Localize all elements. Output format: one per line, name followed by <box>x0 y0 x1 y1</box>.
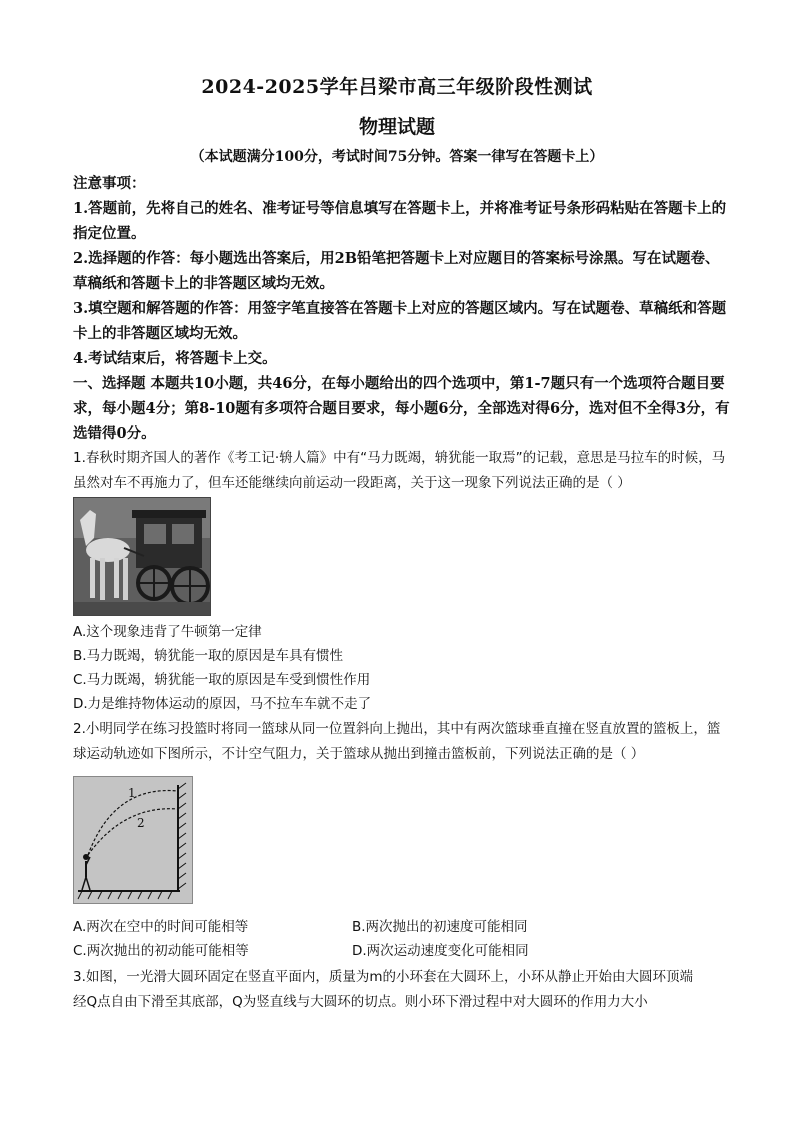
q1-option-d: D.力是维持物体运动的原因，马不拉车车就不走了 <box>73 696 372 712</box>
q2-option-b: B.两次抛出的初速度可能相同 <box>352 919 528 935</box>
notice-item-3: 3.填空题和解答题的作答：用签字笔直接答在答题卡上对应的答题区域内。写在试题卷、草稿纸和答题卡上的非答题区域均无效。 <box>73 300 727 342</box>
q1-option-c: C.马力既竭，辀犹能一取的原因是车受到惯性作用 <box>73 672 371 688</box>
q2-option-d: D.两次运动速度变化可能相同 <box>352 943 529 959</box>
exam-title: 2024-2025学年吕梁市高三年级阶段性测试 <box>201 76 593 98</box>
q1-option-a: A.这个现象违背了牛顿第一定律 <box>73 624 262 640</box>
question-2-stem: 2.小明同学在练习投篮时将同一篮球从同一位置斜向上抛出，其中有两次篮球垂直撞在竖直放置的篮板上，篮球运动轨迹如下图所示，不计空气阻力，关于篮球从抛出到撞击篮板前，下列说法正确的是（ ） <box>73 721 721 762</box>
subject-title: 物理试题 <box>358 116 435 138</box>
question-3-stem-line-2: 经Q点自由下滑至其底部，Q为竖直线与大圆环的切点。则小环下滑过程中对大圆环的作用力大小 <box>73 994 648 1010</box>
trajectory-label-2: 2 <box>137 816 145 830</box>
question-3-stem-line-1: 3.如图，一光滑大圆环固定在竖直平面内，质量为m的小环套在大圆环上，小环从静止开始由大圆环顶端 <box>73 969 694 985</box>
basketball-trajectory-figure <box>73 776 193 904</box>
q2-option-c: C.两次抛出的初动能可能相等 <box>73 943 249 959</box>
notice-item-4: 4.考试结束后，将答题卡上交。 <box>73 350 277 367</box>
trajectory-label-1: 1 <box>128 786 136 800</box>
notice-item-2: 2.选择题的作答：每小题选出答案后，用2B铅笔把答题卡上对应题目的答案标号涂黑。写在试题卷、草稿纸和答题卡上的非答题区域均无效。 <box>73 250 720 292</box>
horse-carriage-photo <box>73 497 211 616</box>
question-1-stem: 1.春秋时期齐国人的著作《考工记·辀人篇》中有“马力既竭，辀犹能一取焉”的记载，意思是马拉车的时候，马虽然对车不再施力了，但车还能继续向前运动一段距离，关于这一现象下列说法正确的是（ ） <box>73 450 726 491</box>
exam-note: （本试题满分100分，考试时间75分钟。答案一律写在答题卡上） <box>190 149 604 165</box>
notice-heading: 注意事项： <box>73 175 146 192</box>
notice-item-1: 1.答题前，先将自己的姓名、准考证号等信息填写在答题卡上，并将准考证号条形码粘贴在答题卡上的指定位置。 <box>73 200 727 242</box>
section-heading: 一、选择题 本题共10小题，共46分，在每小题给出的四个选项中，第1-7题只有一个选项符合题目要求，每小题4分；第8-10题有多项符合题目要求，每小题6分，全部选对得6分，选对但不全得3分，有选错得0分。 <box>73 375 730 442</box>
q2-option-a: A.两次在空中的时间可能相等 <box>73 919 249 935</box>
q1-option-b: B.马力既竭，辀犹能一取的原因是车具有惯性 <box>73 648 344 664</box>
